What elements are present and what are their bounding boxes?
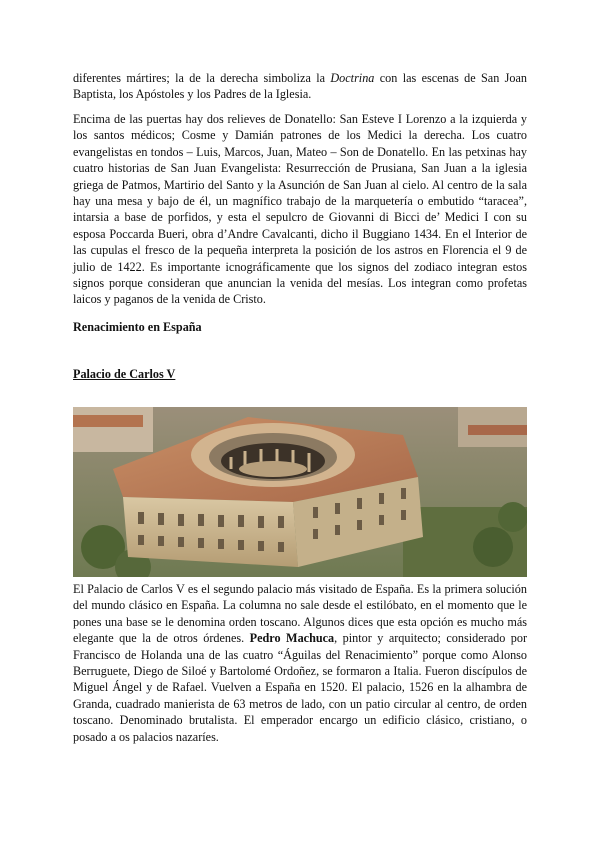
paragraph-intro-text-a: diferentes mártires; la de la derecha simboliza la [73, 71, 331, 85]
doctrina-italic: Doctrina [330, 71, 375, 85]
paragraph-palacio [73, 581, 527, 745]
paragraph-intro [73, 70, 527, 103]
paragraph-intro-text-b: con las escenas de San Joan Baptista, los Apóstoles y los Padres de la Iglesia. [73, 71, 527, 102]
paragraph-palacio-text-b: , pintor y arquitecto; considerado por Francisco de Holanda una de las cuatro “Águilas del Renacimiento” porque como Alonso Berruguete, Diego de Siloé y Bartolomé Ordoñez, se formaron a Italia. Fueron discípulos de Miguel Ángel y de Rafael. Vuelven a España en 1520. El palacio, 1526 en la alhambra de Granda, cuadrado manierista de 63 metros de lado, con un patio circular al centro, de orden toscano. Denominado brutalista. El emperador encargo un edificio clásico, cristiano, o posado a os palacios nazaríes. [73, 631, 528, 744]
pedro-machuca-bold: Pedro Machuca [249, 631, 335, 646]
sub-heading: Palacio de Carlos V [73, 367, 176, 381]
paragraph-donatello: Encima de las puertas hay dos relieves de Donatello: San Esteve I Lorenzo a la izquierda y los santos médicos; Cosme y Damián patrones de los Medici la derecha. Los cuatro evangelistas en tondos – Luis, Marcos, Juan, Mateo – Son de Donatello. En las petxinas hay cuatro historias de San Juan Evangelista: Resurrección de Prusiana, San Juan a la iglesia griega de Patmos, Martirio del Santo y la Asunción de San Juan al cielo. Al centro de la sala hay una mesa y bajo de él, un magnífico trabajo de la marquetería o embutido “taracea”, intarsia a base de porfidos, y esta el sepulcro de Giovanni di Bicci de’ Medici I con su esposa Poccarda Bueri, obra d’Andre Cavalcanti, dicho il Buggiano 1434. En el Interior de las cupulas el fresco de la pequeña interpreta la posición de los astros en Florencia el 9 de julio de 1422. Es importante icnográficamente que los signos del zodiaco integran estos signos porque consideran que anuncian la venida del mesías. Los integran como profetas laicos y paganos de la venida de Cristo. [73, 112, 527, 307]
palace-photo [73, 407, 527, 577]
section-heading: Renacimiento en España [73, 320, 202, 334]
paragraph-palacio-text-a: El Palacio de Carlos V es el segundo palacio más visitado de España. Es la primera solución del mundo clásico en España. La columna no sale desde el estilóbato, en el momento que le pones una base se le denomina orden toscano. Algunos dices que esta opción es mucho más elegante que la de otros órdenes. [73, 582, 527, 646]
